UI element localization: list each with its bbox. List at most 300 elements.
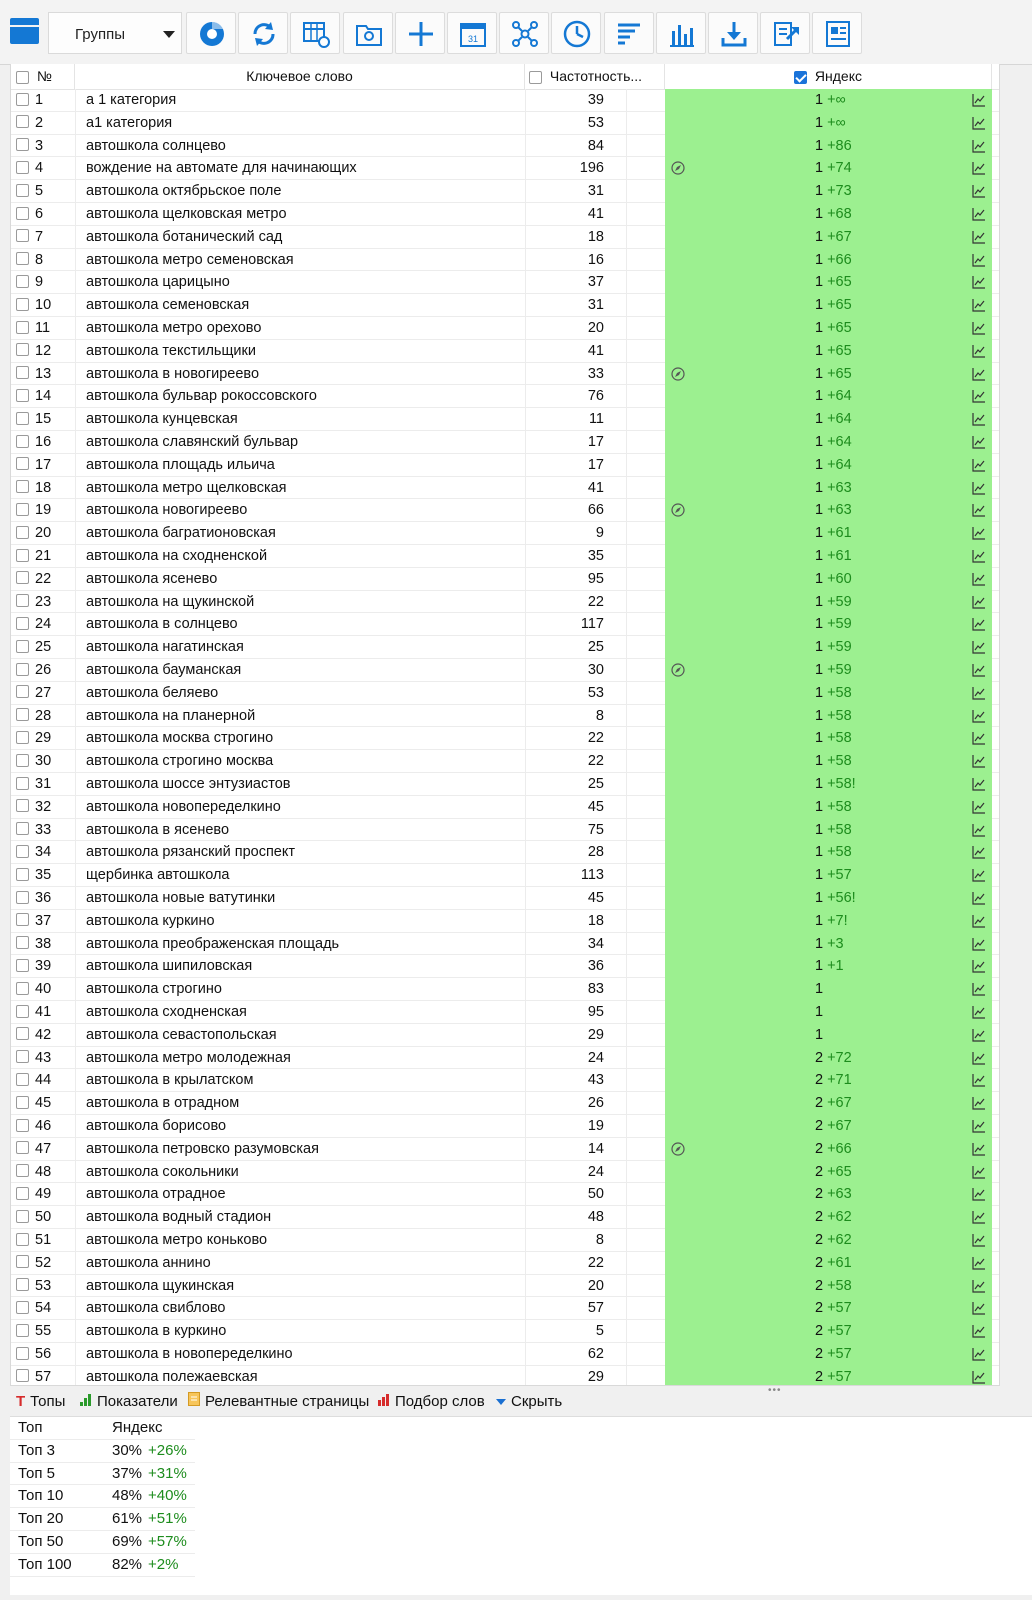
row-checkbox-cell[interactable] [16,340,29,362]
row-checkbox[interactable] [16,1324,29,1337]
row-checkbox[interactable] [16,138,29,151]
yandex-position-cell[interactable] [665,545,992,568]
row-checkbox-cell[interactable] [16,1024,29,1046]
tab-hide[interactable] [496,1391,562,1413]
trend-chart-icon[interactable] [972,1210,986,1224]
trend-chart-icon[interactable] [972,731,986,745]
row-checkbox[interactable] [16,1096,29,1109]
trend-chart-icon[interactable] [972,595,986,609]
row-checkbox[interactable] [16,845,29,858]
frequency-cell[interactable] [525,1115,627,1137]
keyword-cell[interactable] [75,1229,526,1251]
trend-chart-icon[interactable] [972,344,986,358]
trend-chart-icon[interactable] [972,412,986,426]
table-row[interactable] [11,1183,1000,1206]
keyword-cell[interactable] [75,819,526,841]
row-checkbox-cell[interactable] [16,1047,29,1069]
row-checkbox[interactable] [16,184,29,197]
keyword-cell[interactable] [75,454,526,476]
keyword-cell[interactable] [75,705,526,727]
row-checkbox[interactable] [16,640,29,653]
yandex-position-cell[interactable] [665,522,992,545]
yandex-position-cell[interactable] [665,454,992,477]
trend-chart-icon[interactable] [972,1165,986,1179]
network-button[interactable] [499,12,549,54]
frequency-cell[interactable] [525,157,627,179]
table-row[interactable] [11,363,1000,386]
row-checkbox-cell[interactable] [16,682,29,704]
trend-chart-icon[interactable] [972,253,986,267]
table-row[interactable] [11,1047,1000,1070]
row-checkbox-cell[interactable] [16,1343,29,1365]
keyword-cell[interactable] [75,636,526,658]
row-checkbox[interactable] [16,1050,29,1063]
row-checkbox-cell[interactable] [16,408,29,430]
frequency-cell[interactable] [525,568,627,590]
row-checkbox-cell[interactable] [16,1366,29,1386]
row-checkbox-cell[interactable] [16,294,29,316]
table-row[interactable] [11,1138,1000,1161]
trend-chart-icon[interactable] [972,572,986,586]
row-checkbox-cell[interactable] [16,773,29,795]
table-row[interactable] [11,112,1000,135]
yandex-position-cell[interactable] [665,203,992,226]
row-checkbox[interactable] [16,617,29,630]
row-checkbox[interactable] [16,982,29,995]
row-checkbox[interactable] [16,252,29,265]
trend-chart-icon[interactable] [972,1073,986,1087]
yandex-position-cell[interactable] [665,477,992,500]
keyword-cell[interactable] [75,1320,526,1342]
row-checkbox[interactable] [16,913,29,926]
frequency-cell[interactable] [525,705,627,727]
keyword-cell[interactable] [75,89,526,111]
trend-chart-icon[interactable] [972,1051,986,1065]
row-checkbox[interactable] [16,457,29,470]
row-checkbox[interactable] [16,549,29,562]
yandex-position-cell[interactable] [665,385,992,408]
keyword-cell[interactable] [75,1092,526,1114]
tab-indicators[interactable] [80,1391,178,1413]
keyword-cell[interactable] [75,363,526,385]
table-row[interactable] [11,591,1000,614]
table-row[interactable] [11,636,1000,659]
row-checkbox-cell[interactable] [16,89,29,111]
frequency-cell[interactable] [525,271,627,293]
frequency-cell[interactable] [525,294,627,316]
row-checkbox[interactable] [16,777,29,790]
frequency-cell[interactable] [525,933,627,955]
table-row[interactable] [11,910,1000,933]
row-checkbox-cell[interactable] [16,636,29,658]
trend-chart-icon[interactable] [972,617,986,631]
frequency-cell[interactable] [525,1069,627,1091]
yandex-position-cell[interactable] [665,1138,992,1161]
keyword-cell[interactable] [75,249,526,271]
frequency-cell[interactable] [525,1001,627,1023]
trend-chart-icon[interactable] [972,1096,986,1110]
keyword-cell[interactable] [75,1183,526,1205]
row-checkbox-cell[interactable] [16,978,29,1000]
trend-chart-icon[interactable] [972,1279,986,1293]
yandex-position-cell[interactable] [665,796,992,819]
row-checkbox[interactable] [16,1301,29,1314]
yandex-position-cell[interactable] [665,1320,992,1343]
table-row[interactable] [11,705,1000,728]
row-checkbox[interactable] [16,526,29,539]
trend-chart-icon[interactable] [972,1028,986,1042]
row-checkbox-cell[interactable] [16,203,29,225]
row-checkbox-cell[interactable] [16,1161,29,1183]
keyword-cell[interactable] [75,545,526,567]
table-row[interactable] [11,340,1000,363]
row-checkbox[interactable] [16,93,29,106]
row-checkbox[interactable] [16,503,29,516]
add-button[interactable] [395,12,445,54]
trend-chart-icon[interactable] [972,435,986,449]
table-settings-button[interactable] [290,12,340,54]
table-row[interactable] [11,271,1000,294]
keyword-cell[interactable] [75,910,526,932]
frequency-cell[interactable] [525,591,627,613]
table-row[interactable] [11,727,1000,750]
yandex-position-cell[interactable] [665,864,992,887]
yandex-position-cell[interactable] [665,819,992,842]
keyword-cell[interactable] [75,591,526,613]
yandex-checkbox[interactable] [794,71,807,84]
table-row[interactable] [11,180,1000,203]
chrome-button[interactable] [186,12,236,54]
yandex-position-cell[interactable] [665,750,992,773]
keyword-cell[interactable] [75,522,526,544]
keyword-cell[interactable] [75,203,526,225]
frequency-cell[interactable] [525,1275,627,1297]
frequency-cell[interactable] [525,477,627,499]
frequency-cell[interactable] [525,819,627,841]
row-checkbox-cell[interactable] [16,522,29,544]
header-num[interactable] [11,64,75,89]
trend-chart-icon[interactable] [972,93,986,107]
trend-chart-icon[interactable] [972,982,986,996]
keyword-cell[interactable] [75,477,526,499]
keyword-cell[interactable] [75,317,526,339]
trend-chart-icon[interactable] [972,1233,986,1247]
keyword-cell[interactable] [75,568,526,590]
row-checkbox-cell[interactable] [16,180,29,202]
table-row[interactable] [11,1206,1000,1229]
yandex-position-cell[interactable] [665,180,992,203]
splitter-handle[interactable]: ••• [768,1385,782,1396]
row-checkbox[interactable] [16,594,29,607]
refresh-button[interactable] [238,12,288,54]
table-row[interactable] [11,1343,1000,1366]
trend-chart-icon[interactable] [972,298,986,312]
header-keyword[interactable] [75,64,525,89]
trend-chart-icon[interactable] [972,389,986,403]
row-checkbox-cell[interactable] [16,750,29,772]
trend-chart-icon[interactable] [972,937,986,951]
keyword-cell[interactable] [75,682,526,704]
frequency-cell[interactable] [525,841,627,863]
row-checkbox[interactable] [16,207,29,220]
trend-chart-icon[interactable] [972,1187,986,1201]
row-checkbox-cell[interactable] [16,135,29,157]
frequency-cell[interactable] [525,1252,627,1274]
keyword-cell[interactable] [75,294,526,316]
row-checkbox[interactable] [16,366,29,379]
row-checkbox-cell[interactable] [16,385,29,407]
download-button[interactable] [708,12,758,54]
keyword-cell[interactable] [75,864,526,886]
row-checkbox[interactable] [16,1233,29,1246]
keyword-cell[interactable] [75,727,526,749]
frequency-cell[interactable] [525,1161,627,1183]
table-row[interactable] [11,613,1000,636]
table-row[interactable] [11,135,1000,158]
yandex-position-cell[interactable] [665,613,992,636]
table-row[interactable] [11,408,1000,431]
trend-chart-icon[interactable] [972,161,986,175]
frequency-cell[interactable] [525,1024,627,1046]
row-checkbox[interactable] [16,731,29,744]
row-checkbox[interactable] [16,868,29,881]
row-checkbox-cell[interactable] [16,499,29,521]
row-checkbox-cell[interactable] [16,659,29,681]
row-checkbox-cell[interactable] [16,1229,29,1251]
row-checkbox-cell[interactable] [16,363,29,385]
yandex-position-cell[interactable] [665,841,992,864]
table-row[interactable] [11,1115,1000,1138]
frequency-checkbox[interactable] [529,71,542,84]
frequency-cell[interactable] [525,112,627,134]
row-checkbox[interactable] [16,1164,29,1177]
keyword-cell[interactable] [75,1206,526,1228]
keyword-cell[interactable] [75,1343,526,1365]
keyword-cell[interactable] [75,385,526,407]
row-checkbox-cell[interactable] [16,112,29,134]
yandex-position-cell[interactable] [665,294,992,317]
yandex-position-cell[interactable] [665,1069,992,1092]
keyword-cell[interactable] [75,773,526,795]
trend-chart-icon[interactable] [972,640,986,654]
row-checkbox-cell[interactable] [16,933,29,955]
table-row[interactable] [11,955,1000,978]
frequency-cell[interactable] [525,955,627,977]
trend-chart-icon[interactable] [972,1142,986,1156]
row-checkbox-cell[interactable] [16,568,29,590]
tab-relevant-pages[interactable] [188,1391,369,1413]
frequency-cell[interactable] [525,1297,627,1319]
row-checkbox-cell[interactable] [16,1206,29,1228]
trend-chart-icon[interactable] [972,1119,986,1133]
yandex-position-cell[interactable] [665,727,992,750]
row-checkbox[interactable] [16,1369,29,1382]
trend-chart-icon[interactable] [972,754,986,768]
trend-chart-icon[interactable] [972,959,986,973]
table-row[interactable] [11,1229,1000,1252]
bar-chart-button[interactable] [656,12,706,54]
keyword-cell[interactable] [75,1366,526,1386]
row-checkbox-cell[interactable] [16,727,29,749]
keyword-cell[interactable] [75,112,526,134]
frequency-cell[interactable] [525,750,627,772]
table-row[interactable] [11,978,1000,1001]
keyword-cell[interactable] [75,135,526,157]
yandex-position-cell[interactable] [665,226,992,249]
keyword-cell[interactable] [75,955,526,977]
table-row[interactable] [11,864,1000,887]
header-frequency[interactable] [525,64,665,89]
sort-percent-button[interactable] [604,12,654,54]
yandex-position-cell[interactable] [665,363,992,386]
trend-chart-icon[interactable] [972,823,986,837]
frequency-cell[interactable] [525,408,627,430]
trend-chart-icon[interactable] [972,914,986,928]
table-row[interactable] [11,157,1000,180]
table-row[interactable] [11,1161,1000,1184]
row-checkbox[interactable] [16,708,29,721]
keyword-cell[interactable] [75,1069,526,1091]
keyword-cell[interactable] [75,1024,526,1046]
table-row[interactable] [11,1320,1000,1343]
row-checkbox[interactable] [16,389,29,402]
row-checkbox-cell[interactable] [16,431,29,453]
table-row[interactable] [11,841,1000,864]
row-checkbox[interactable] [16,412,29,425]
table-row[interactable] [11,1275,1000,1298]
row-checkbox-cell[interactable] [16,841,29,863]
keyword-cell[interactable] [75,887,526,909]
row-checkbox-cell[interactable] [16,591,29,613]
table-row[interactable] [11,773,1000,796]
trend-chart-icon[interactable] [972,207,986,221]
yandex-position-cell[interactable] [665,636,992,659]
trend-chart-icon[interactable] [972,230,986,244]
row-checkbox-cell[interactable] [16,887,29,909]
row-checkbox-cell[interactable] [16,910,29,932]
yandex-position-cell[interactable] [665,135,992,158]
row-checkbox[interactable] [16,959,29,972]
frequency-cell[interactable] [525,1047,627,1069]
yandex-position-cell[interactable] [665,978,992,1001]
group-select[interactable] [48,12,182,54]
row-checkbox[interactable] [16,275,29,288]
frequency-cell[interactable] [525,340,627,362]
frequency-cell[interactable] [525,1366,627,1386]
yandex-position-cell[interactable] [665,1001,992,1024]
keyword-cell[interactable] [75,1047,526,1069]
yandex-position-cell[interactable] [665,1161,992,1184]
keyword-cell[interactable] [75,408,526,430]
yandex-position-cell[interactable] [665,1047,992,1070]
keyword-cell[interactable] [75,750,526,772]
trend-chart-icon[interactable] [972,1256,986,1270]
row-checkbox-cell[interactable] [16,454,29,476]
keyword-cell[interactable] [75,613,526,635]
table-row[interactable] [11,203,1000,226]
trend-chart-icon[interactable] [972,184,986,198]
row-checkbox-cell[interactable] [16,613,29,635]
row-checkbox[interactable] [16,1005,29,1018]
trend-chart-icon[interactable] [972,1347,986,1361]
yandex-position-cell[interactable] [665,408,992,431]
frequency-cell[interactable] [525,864,627,886]
frequency-cell[interactable] [525,226,627,248]
table-row[interactable] [11,568,1000,591]
table-row[interactable] [11,431,1000,454]
row-checkbox[interactable] [16,115,29,128]
frequency-cell[interactable] [525,773,627,795]
table-row[interactable] [11,1366,1000,1386]
frequency-cell[interactable] [525,89,627,111]
row-checkbox[interactable] [16,1347,29,1360]
frequency-cell[interactable] [525,363,627,385]
keyword-cell[interactable] [75,499,526,521]
frequency-cell[interactable] [525,636,627,658]
table-row[interactable] [11,887,1000,910]
row-checkbox-cell[interactable] [16,1138,29,1160]
trend-chart-icon[interactable] [972,1301,986,1315]
yandex-position-cell[interactable] [665,933,992,956]
yandex-position-cell[interactable] [665,659,992,682]
trend-chart-icon[interactable] [972,709,986,723]
row-checkbox-cell[interactable] [16,955,29,977]
row-checkbox-cell[interactable] [16,705,29,727]
frequency-cell[interactable] [525,1320,627,1342]
table-row[interactable] [11,750,1000,773]
row-checkbox[interactable] [16,343,29,356]
trend-chart-icon[interactable] [972,275,986,289]
row-checkbox[interactable] [16,571,29,584]
trend-chart-icon[interactable] [972,481,986,495]
row-checkbox-cell[interactable] [16,317,29,339]
trend-chart-icon[interactable] [972,868,986,882]
keyword-cell[interactable] [75,1161,526,1183]
frequency-cell[interactable] [525,1343,627,1365]
table-row[interactable] [11,249,1000,272]
keyword-cell[interactable] [75,933,526,955]
row-checkbox-cell[interactable] [16,1252,29,1274]
yandex-position-cell[interactable] [665,431,992,454]
yandex-position-cell[interactable] [665,1252,992,1275]
keyword-cell[interactable] [75,659,526,681]
row-checkbox[interactable] [16,685,29,698]
row-checkbox[interactable] [16,1119,29,1132]
table-row[interactable] [11,294,1000,317]
row-checkbox[interactable] [16,1073,29,1086]
keyword-cell[interactable] [75,1252,526,1274]
frequency-cell[interactable] [525,249,627,271]
table-row[interactable] [11,522,1000,545]
table-row[interactable] [11,1001,1000,1024]
table-row[interactable] [11,226,1000,249]
row-checkbox[interactable] [16,1210,29,1223]
row-checkbox[interactable] [16,799,29,812]
row-checkbox[interactable] [16,663,29,676]
keyword-cell[interactable] [75,841,526,863]
row-checkbox[interactable] [16,754,29,767]
folder-settings-button[interactable] [343,12,393,54]
frequency-cell[interactable] [525,135,627,157]
row-checkbox-cell[interactable] [16,1115,29,1137]
trend-chart-icon[interactable] [972,777,986,791]
frequency-cell[interactable] [525,499,627,521]
frequency-cell[interactable] [525,727,627,749]
row-checkbox-cell[interactable] [16,545,29,567]
app-menu-icon[interactable] [10,14,42,48]
keyword-cell[interactable] [75,180,526,202]
header-yandex[interactable] [665,64,992,89]
